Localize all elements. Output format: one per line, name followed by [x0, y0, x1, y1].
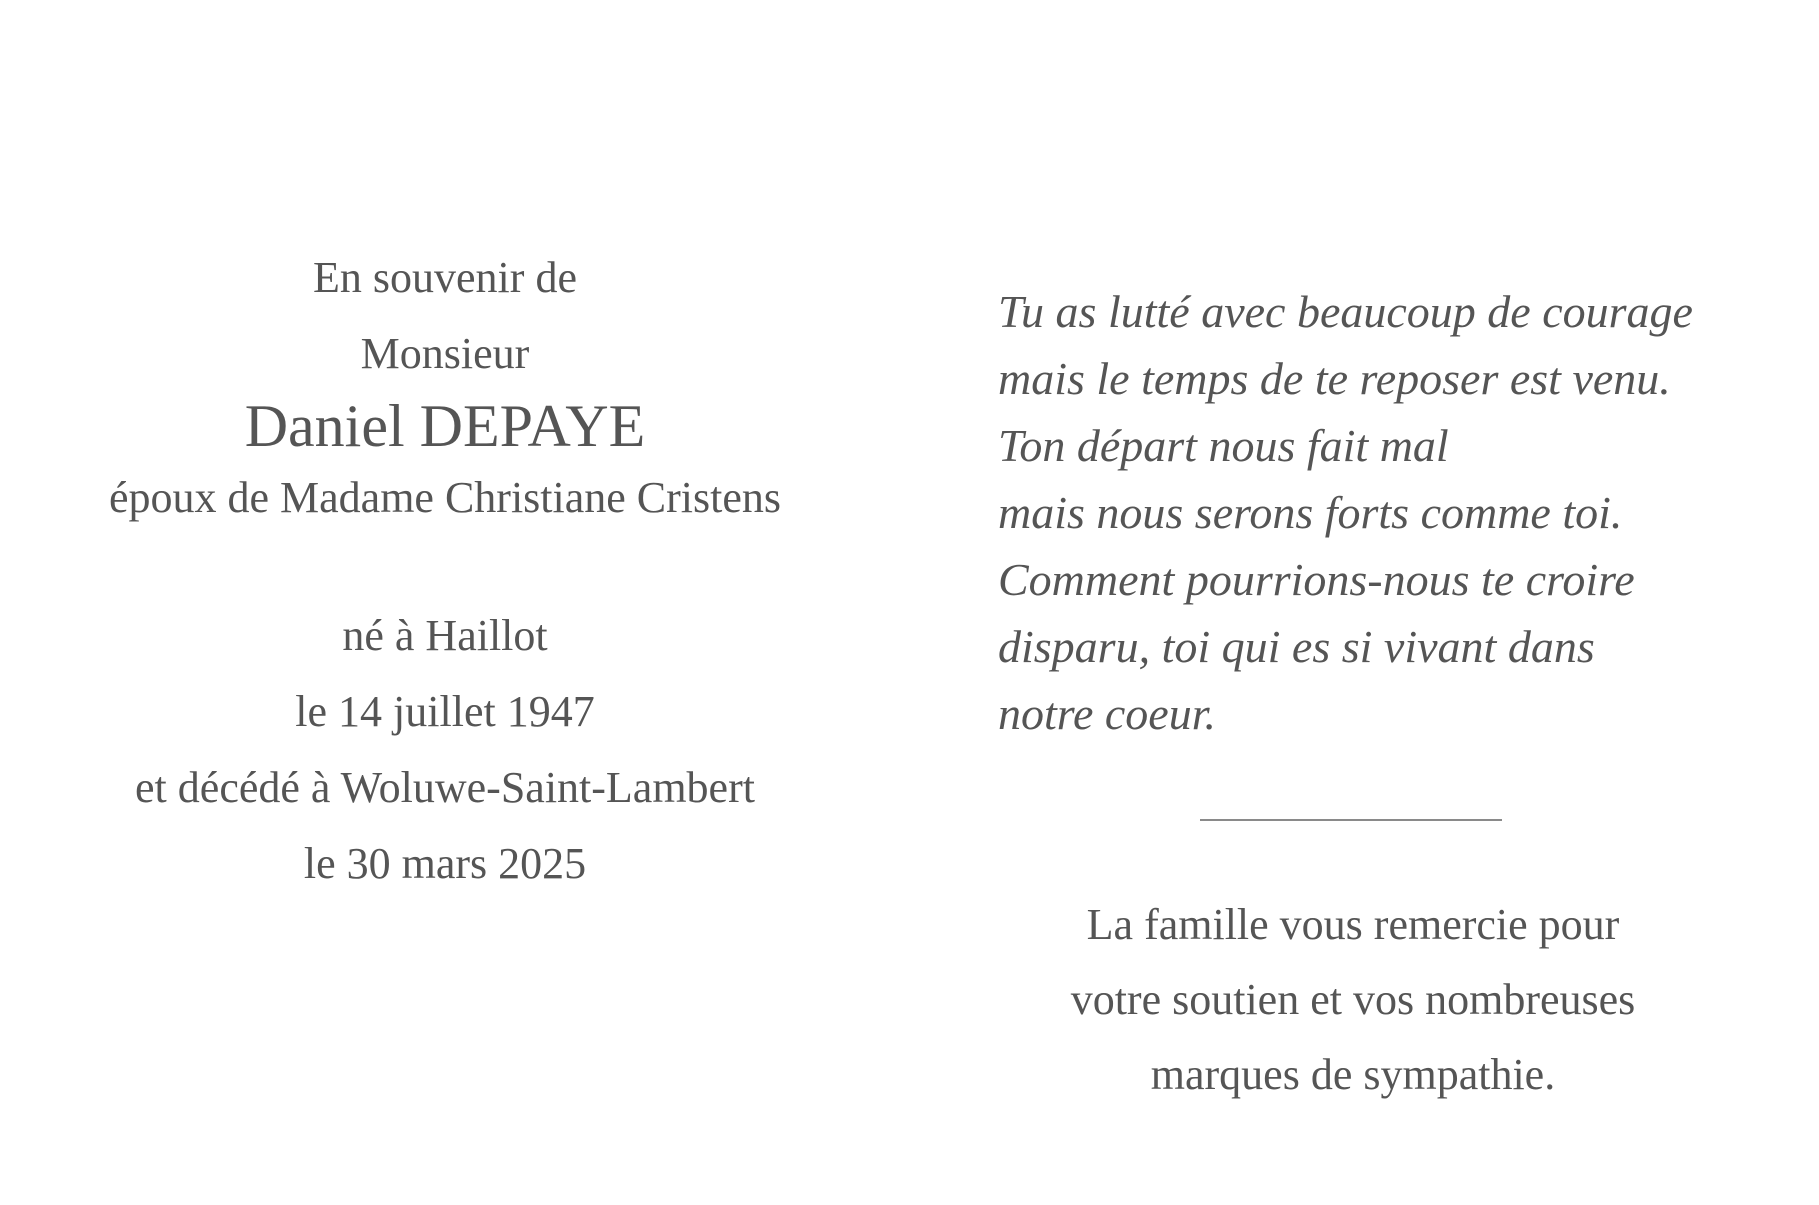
poem-line: Tu as lutté avec beaucoup de courage	[998, 286, 1693, 337]
thanks-message	[998, 887, 1708, 1112]
thanks-line: La famille vous remercie pour	[1086, 900, 1620, 949]
spacer	[0, 536, 890, 598]
thanks-line: votre soutien et vos nombreuses	[1070, 975, 1636, 1024]
separator-line	[1200, 819, 1502, 821]
poem-line: mais nous serons forts comme toi.	[998, 487, 1623, 538]
death-date: le 30 mars 2025	[303, 839, 587, 888]
poem-line: Comment pourrions-nous te croire	[998, 554, 1635, 605]
poem-line: disparu, toi qui es si vivant dans	[998, 621, 1595, 672]
deceased-name: Daniel DEPAYE	[244, 393, 646, 459]
poem	[998, 278, 1798, 747]
spouse-line: époux de Madame Christiane Cristens	[108, 473, 782, 522]
memorial-info	[0, 240, 890, 902]
honorific: Monsieur	[360, 329, 530, 378]
thanks-line: marques de sympathie.	[1150, 1050, 1556, 1099]
death-place: et décédé à Woluwe-Saint-Lambert	[135, 763, 755, 812]
poem-line: notre coeur.	[998, 688, 1217, 739]
poem-line: mais le temps de te reposer est venu.	[998, 353, 1671, 404]
intro-text: En souvenir de	[313, 253, 577, 302]
poem-line: Ton départ nous fait mal	[998, 420, 1449, 471]
birth-date: le 14 juillet 1947	[295, 687, 595, 736]
birth-place: né à Haillot	[342, 611, 548, 660]
